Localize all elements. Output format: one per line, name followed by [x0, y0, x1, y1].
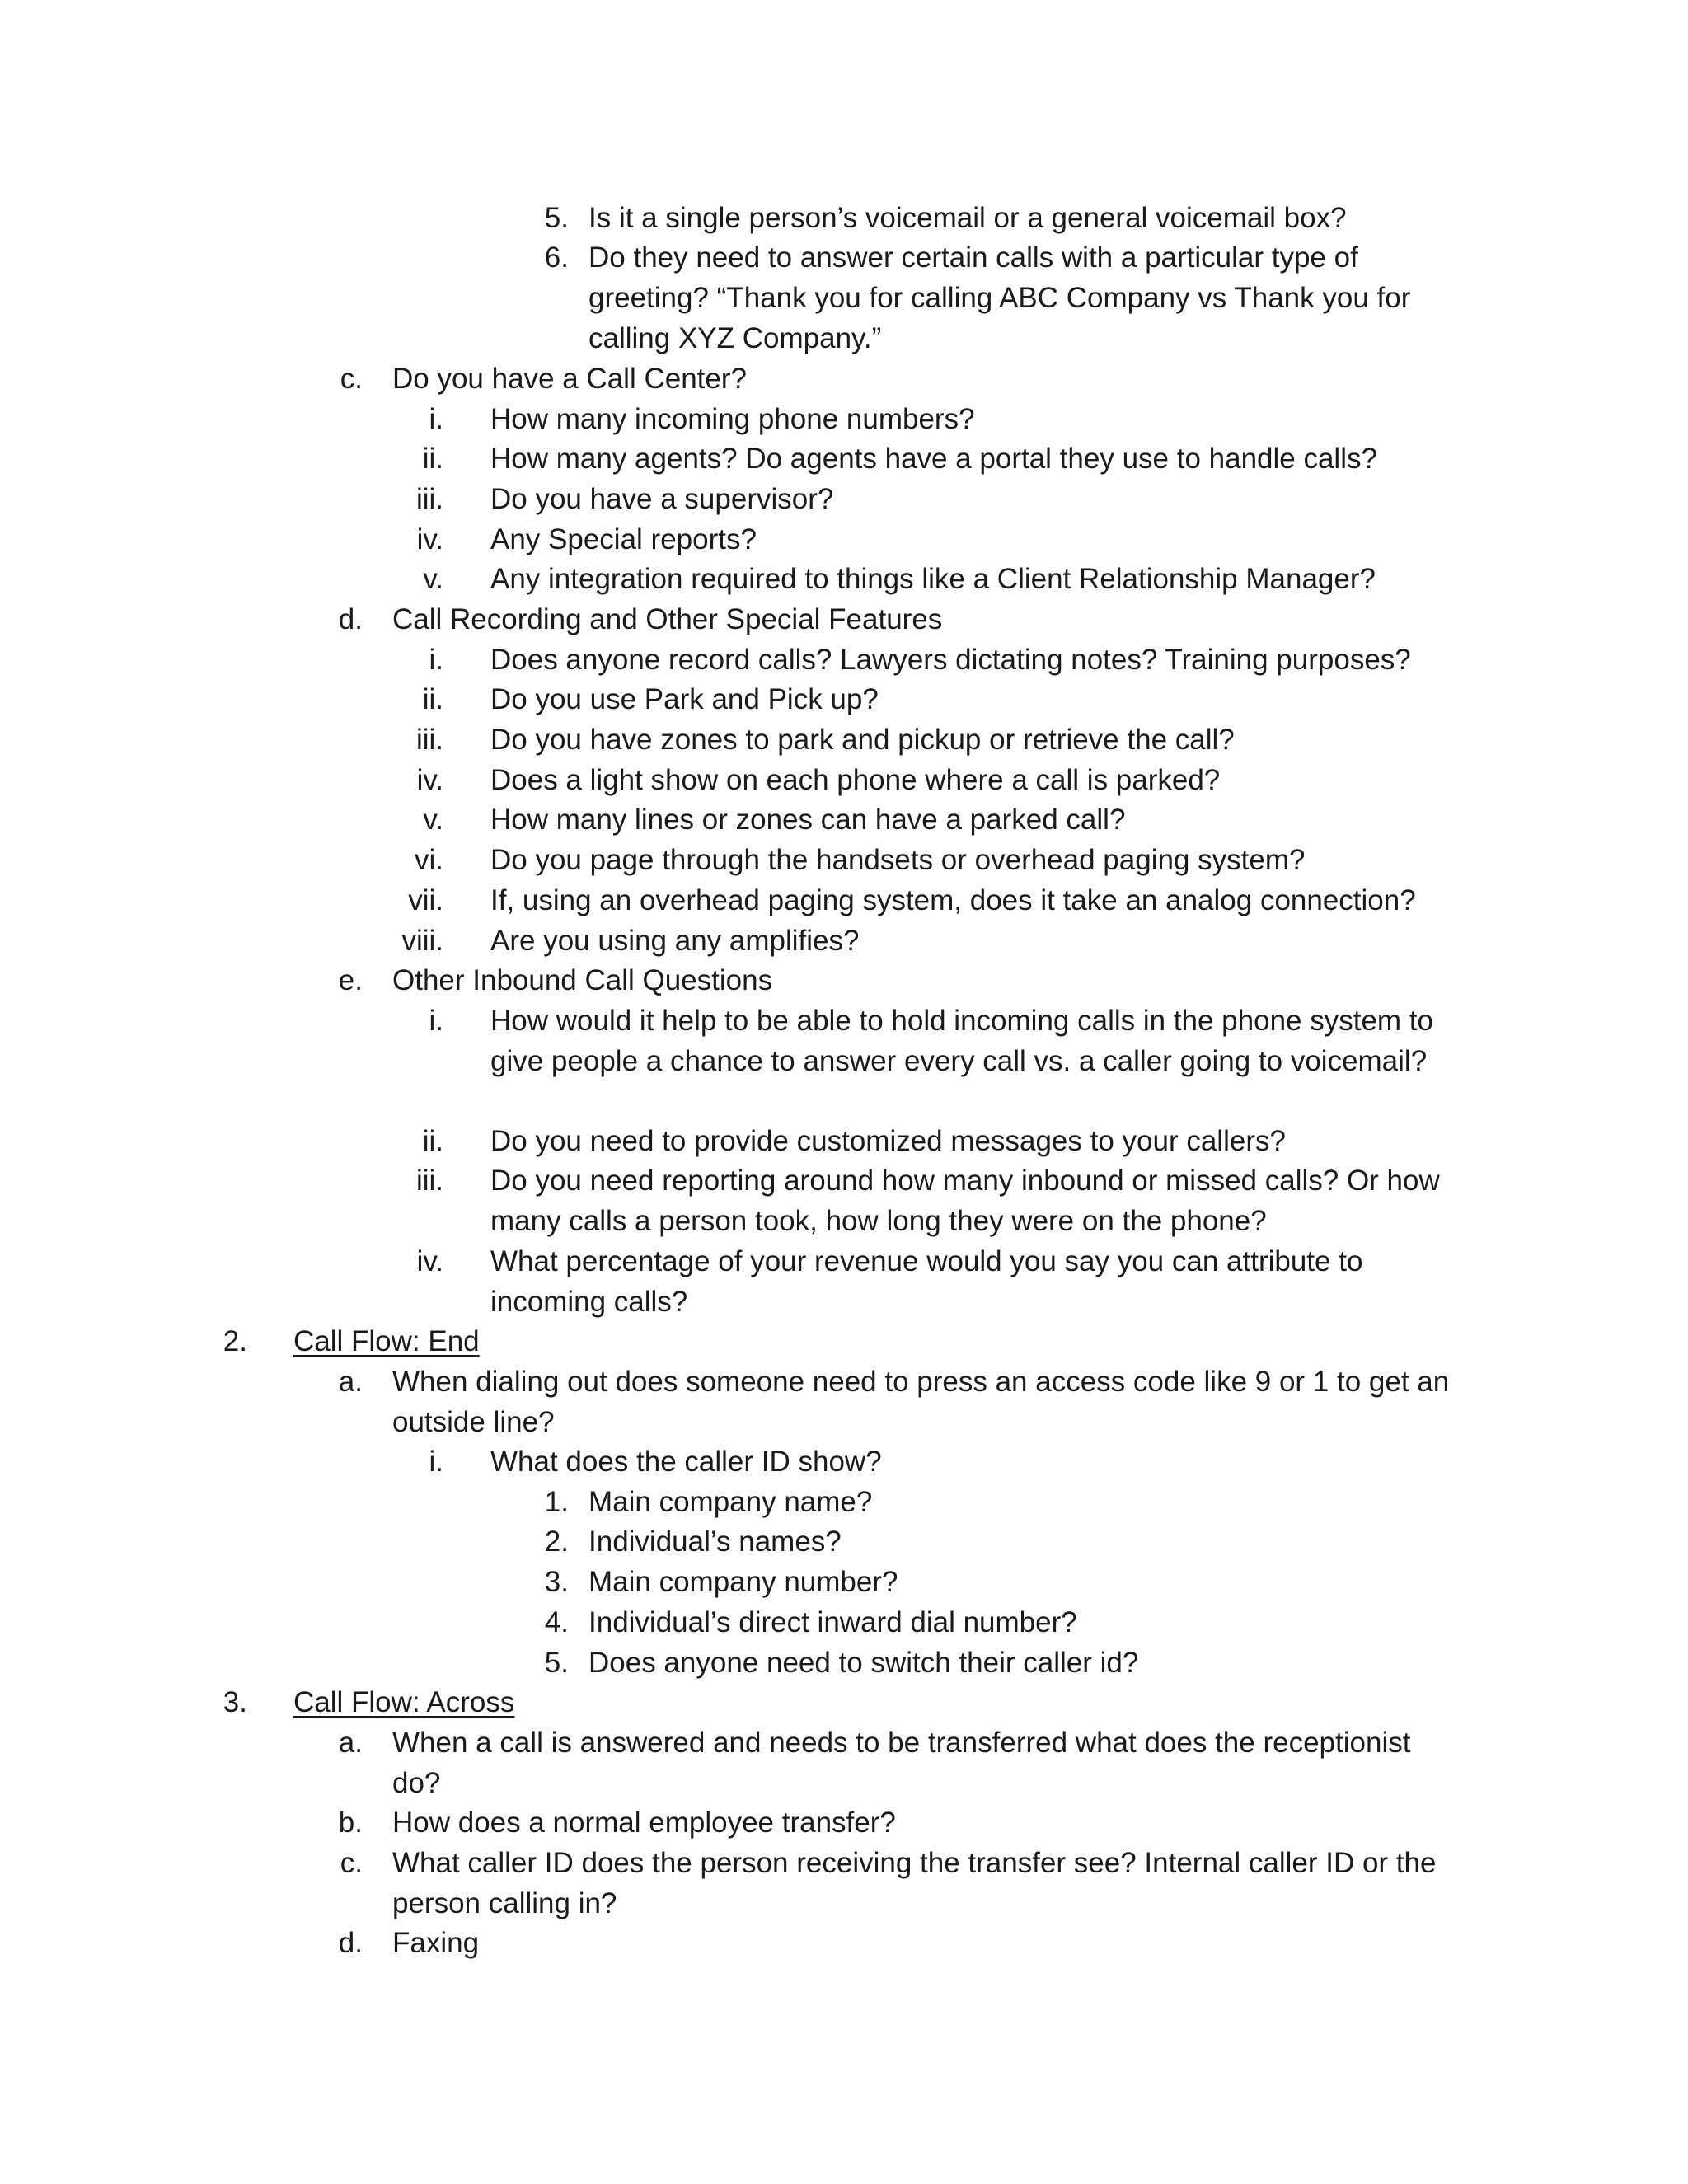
list-item — [0, 479, 1688, 519]
list-marker: d. — [338, 1927, 363, 1959]
list-item-text: Do you have a Call Center? — [392, 363, 747, 395]
list-item — [0, 559, 1688, 599]
list-item-text: When a call is answered and needs to be transferred what does the receptionist do? — [392, 1727, 1411, 1799]
list-item — [0, 1802, 1688, 1843]
list-item-text: How many incoming phone numbers? — [490, 403, 975, 435]
list-marker: 2. — [544, 1526, 569, 1558]
list-marker: c. — [340, 1847, 363, 1879]
list-marker: ii. — [422, 443, 443, 475]
list-item-text: Other Inbound Call Questions — [392, 964, 773, 996]
list-item — [0, 799, 1688, 840]
list-marker: ii. — [422, 683, 443, 715]
list-item — [0, 237, 1688, 354]
list-item-text: How many lines or zones can have a parked call? — [490, 804, 1126, 836]
list-item — [0, 198, 1688, 238]
list-item-text: What percentage of your revenue would you say you can attribute to incoming calls? — [490, 1245, 1363, 1318]
list-item — [0, 399, 1688, 439]
list-item — [0, 1843, 1688, 1919]
list-item-text: How many agents? Do agents have a portal they use to handle calls? — [490, 443, 1377, 475]
list-item-text: Does anyone need to switch their caller id? — [588, 1647, 1139, 1679]
section-heading: Call Flow: Across — [293, 1686, 515, 1718]
list-item — [0, 719, 1688, 760]
list-item-text: Main company number? — [588, 1566, 898, 1598]
list-item — [0, 1321, 1688, 1361]
list-marker: iii. — [415, 483, 443, 515]
list-item — [0, 880, 1688, 921]
list-item-text: Does anyone record calls? Lawyers dictating notes? Training purposes? — [490, 644, 1411, 676]
list-item-text: What does the caller ID show? — [490, 1446, 882, 1478]
list-item-text: When dialing out does someone need to press an access code like 9 or 1 to get an outside line? — [392, 1366, 1450, 1438]
list-item-text: Call Recording and Other Special Features — [392, 603, 943, 635]
list-marker: b. — [338, 1807, 363, 1839]
list-item — [0, 1682, 1688, 1722]
list-item-text: Main company name? — [588, 1486, 873, 1518]
list-item-text: Do you page through the handsets or overhead paging system? — [490, 844, 1306, 876]
list-item — [0, 1643, 1688, 1683]
list-item — [0, 1361, 1688, 1438]
list-marker: 3. — [223, 1686, 247, 1718]
list-item-text: Do you have zones to park and pickup or retrieve the call? — [490, 724, 1235, 756]
list-item-text: Do you use Park and Pick up? — [490, 683, 879, 715]
list-item-text: How would it help to be able to hold incoming calls in the phone system to give people a chance to answer every call vs. a caller going to voicemail? — [490, 1005, 1433, 1077]
list-item — [0, 1923, 1688, 1963]
list-item — [0, 1160, 1688, 1237]
list-marker: ii. — [422, 1125, 443, 1157]
list-item-text: Do they need to answer certain calls with a particular type of greeting? “Thank you for calling ABC Company vs Thank you for calling XYZ Company.” — [588, 241, 1411, 354]
list-marker: 1. — [544, 1486, 569, 1518]
list-item — [0, 1562, 1688, 1602]
list-marker: i. — [429, 644, 443, 676]
list-item — [0, 760, 1688, 800]
list-marker: viii. — [401, 925, 443, 957]
list-marker: iii. — [415, 724, 443, 756]
list-marker: 2. — [223, 1325, 247, 1357]
list-item-text: How does a normal employee transfer? — [392, 1807, 896, 1839]
list-item — [0, 1722, 1688, 1799]
list-marker: a. — [338, 1366, 363, 1398]
list-marker: v. — [423, 563, 443, 595]
list-item-text: Do you need to provide customized messages to your callers? — [490, 1125, 1286, 1157]
list-marker: vi. — [415, 844, 443, 876]
list-item — [0, 960, 1688, 1001]
list-item — [0, 1482, 1688, 1522]
list-item — [0, 640, 1688, 680]
list-marker: i. — [429, 1005, 443, 1037]
list-item — [0, 1001, 1688, 1077]
list-item — [0, 359, 1688, 399]
list-marker: 6. — [544, 241, 569, 274]
list-item — [0, 438, 1688, 479]
list-marker: a. — [338, 1727, 363, 1759]
list-marker: 4. — [544, 1606, 569, 1638]
list-item — [0, 1441, 1688, 1482]
list-item — [0, 1602, 1688, 1643]
list-marker: iv. — [416, 523, 443, 555]
list-item — [0, 599, 1688, 640]
list-item-text: Faxing — [392, 1927, 480, 1959]
list-item-text: Is it a single person’s voicemail or a general voicemail box? — [588, 202, 1347, 234]
list-item-text: Any Special reports? — [490, 523, 757, 555]
list-item-text: Does a light show on each phone where a call is parked? — [490, 764, 1221, 796]
list-marker: e. — [338, 964, 363, 996]
list-marker: 3. — [544, 1566, 569, 1598]
list-marker: iv. — [416, 1245, 443, 1277]
list-marker: vii. — [408, 884, 443, 916]
list-marker: iv. — [416, 764, 443, 796]
list-item — [0, 1121, 1688, 1161]
list-item-text: Individual’s direct inward dial number? — [588, 1606, 1077, 1638]
list-item — [0, 1521, 1688, 1562]
list-item-text: Individual’s names? — [588, 1526, 842, 1558]
list-marker: c. — [340, 363, 363, 395]
list-item — [0, 840, 1688, 880]
list-item-text: Any integration required to things like a Client Relationship Manager? — [490, 563, 1376, 595]
list-marker: d. — [338, 603, 363, 635]
list-item-text: Do you need reporting around how many inbound or missed calls? Or how many calls a person took, how long they were on the phone? — [490, 1165, 1440, 1237]
list-item — [0, 679, 1688, 719]
list-item — [0, 921, 1688, 961]
list-item-text: Do you have a supervisor? — [490, 483, 834, 515]
list-marker: v. — [423, 804, 443, 836]
list-item-text: What caller ID does the person receiving the transfer see? Internal caller ID or the person calling in? — [392, 1847, 1437, 1919]
list-marker: 5. — [544, 1647, 569, 1679]
list-item — [0, 519, 1688, 560]
list-marker: 5. — [544, 202, 569, 234]
list-item-text: Are you using any amplifies? — [490, 925, 860, 957]
list-item-text: If, using an overhead paging system, does it take an analog connection? — [490, 884, 1416, 916]
list-marker: i. — [429, 403, 443, 435]
list-marker: i. — [429, 1446, 443, 1478]
list-marker: iii. — [415, 1165, 443, 1197]
section-heading: Call Flow: End — [293, 1325, 480, 1357]
list-item — [0, 1241, 1688, 1318]
